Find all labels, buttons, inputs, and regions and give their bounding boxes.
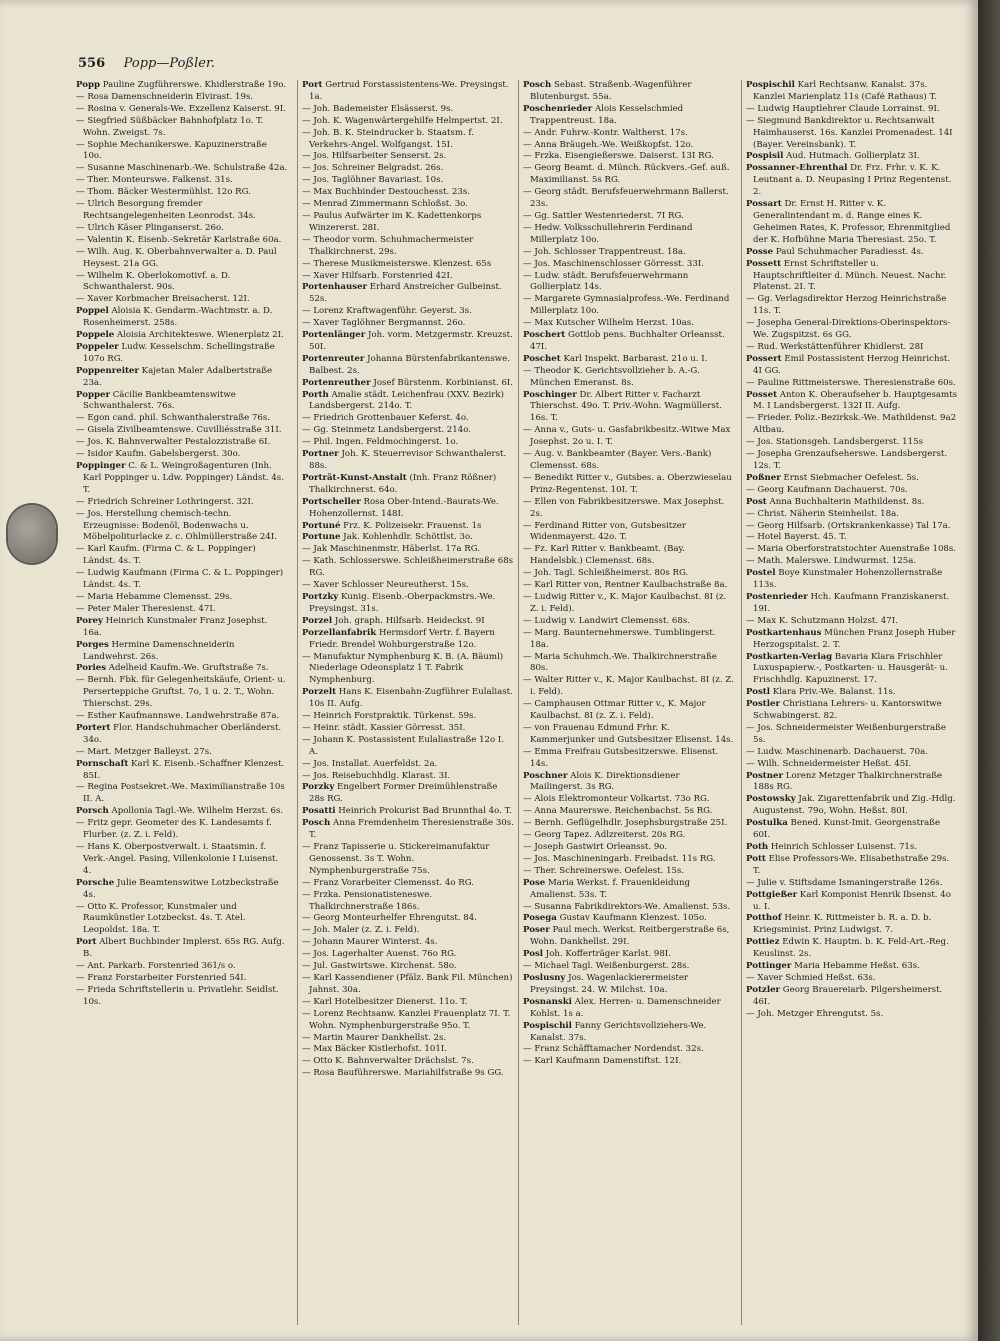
directory-entry: — Bernh. Fbk. für Gelegenheitskäufe, Orient- u. Perserteppiche Gruftst. 7o, 1 u. 2. T., Wohn. Thierschst. 29s. bbox=[76, 675, 286, 710]
directory-entry: — Ellen von Fabrikbesitzerswe. Max Josephst. 2s. bbox=[523, 496, 725, 519]
directory-entry: Portscheller Rosa Ober-Intend.-Baurats-We. Hohenzollernst. 148I. bbox=[302, 496, 499, 519]
directory-entry: — Ludwig v. Landwirt Clemensst. 68s. bbox=[523, 615, 690, 626]
directory-entry: Postenrieder Hch. Kaufmann Franziskanerst. 19I. bbox=[746, 591, 950, 614]
directory-entry: Pospischil Fanny Gerichtsvollziehers-We. Kanalst. 37s. bbox=[523, 1020, 707, 1043]
directory-entry: Posch Anna Fremdenheim Theresienstraße 30s. T. bbox=[302, 818, 514, 841]
directory-entry: — Ther. Monteurswe. Falkenst. 31s. bbox=[76, 175, 233, 186]
directory-entry: — Theodor K. Gerichtsvollzieher b. A.-G. München Emeranst. 8s. bbox=[523, 365, 700, 388]
directory-entry: — Jos. Schneidermeister Weißenburgerstraße 5s. bbox=[746, 722, 946, 745]
directory-entry: Postkartenhaus München Franz Joseph Huber Herzogspitalst. 2. T. bbox=[746, 627, 956, 650]
directory-entry: Porzelt Hans K. Eisenbahn-Zugführer Eulaliast. 10s II. Aufg. bbox=[302, 687, 513, 710]
directory-entry: Portuné Frz. K. Polizeisekr. Frauenst. 1s bbox=[302, 520, 482, 531]
directory-entry: — Ant. Parkarb. Forstenried 361/s o. bbox=[76, 961, 236, 972]
directory-entry: — Rosina v. Generals-We. Exzellenz Kaiserst. 9I. bbox=[76, 103, 286, 114]
directory-entry: Posset Anton K. Oberaufseher b. Hauptgesamts M. I Landsbergerst. 132I II. Aufg. bbox=[746, 389, 958, 412]
directory-entry: — Hedw. Volksschullehrerin Ferdinand Millerplatz 10o. bbox=[523, 222, 693, 245]
directory-entry: — Max K. Schutzmann Holzst. 47I. bbox=[746, 615, 898, 626]
directory-entry: — Esther Kaufmannswe. Landwehrstraße 87a. bbox=[76, 711, 280, 722]
directory-entry: Portenhauser Erhard Anstreicher Gulbeinst. 52s. bbox=[302, 282, 502, 305]
directory-entry: — Isidor Kaufm. Gabelsbergerst. 30o. bbox=[76, 449, 241, 460]
directory-entry: — Joh. Schlosser Trappentreust. 18a. bbox=[523, 246, 686, 257]
page-header bbox=[78, 56, 215, 71]
directory-entry: — Ludw. Maschinenarb. Dachauerst. 70a. bbox=[746, 746, 928, 757]
directory-entry: — Jos. Stationsgeh. Landsbergerst. 115s bbox=[746, 437, 923, 448]
directory-entry: — Math. Malerswe. Lindwurmst. 125a. bbox=[746, 556, 917, 567]
directory-entry: — Ludwig Ritter v., K. Major Kaulbachst. 8I (z. Z. i. Feld). bbox=[523, 591, 727, 614]
directory-entry: Pottiez Edwin K. Hauptm. b. K. Feld-Art.-Reg. Keuslinst. 2s. bbox=[746, 937, 949, 960]
directory-entry: Postulka Bened. Kunst-Imit. Georgenstraße 60I. bbox=[746, 818, 941, 841]
directory-entry: Poslusny Jos. Wagenlackierermeister Preysingst. 24. W. Milchst. 10a. bbox=[523, 972, 689, 995]
directory-entry: — Anna Maurerswe. Reichenbachst. 5s RG. bbox=[523, 806, 713, 817]
directory-entry: — Paulus Aufwärter im K. Kadettenkorps Winzererst. 28I. bbox=[302, 210, 482, 233]
directory-entry: — Kath. Schlosserswe. Schleißheimerstraße 68s RG. bbox=[302, 556, 514, 579]
directory-entry: — Walter Ritter v., K. Major Kaulbachst. 8I (z. Z. i. Feld). bbox=[523, 675, 734, 698]
directory-entry: Possert Emil Postassistent Herzog Heinrichst. 4I GG. bbox=[746, 353, 951, 376]
page-number: 556 bbox=[78, 56, 106, 71]
directory-entry: Poppeler Ludw. Kesselschm. Schellingstraße 107o RG. bbox=[76, 341, 275, 364]
directory-entry: Poppel Aloisia K. Gendarm.-Wachtmstr. a. D. Rosenheimerst. 258s. bbox=[76, 306, 273, 329]
directory-entry: Pornschaft Karl K. Eisenb.-Schaffner Klenzest. 85I. bbox=[76, 758, 285, 781]
directory-entry: Poppele Aloisia Architekteswe. Wienerplatz 2I. bbox=[76, 330, 284, 341]
directory-entry: — Valentin K. Eisenb.-Sekretär Karlstraße 60a. bbox=[76, 234, 282, 245]
directory-entry: Pose Maria Werkst. f. Frauenkleidung Amalienst. 53s. T. bbox=[523, 877, 691, 900]
directory-entry: — Joh. Metzger Ehrengutst. 5s. bbox=[746, 1008, 884, 1019]
directory-entry: Posnanski Alex. Herren- u. Damenschneider Kohlst. 1s a. bbox=[523, 996, 721, 1019]
directory-entry: Postl Klara Priv.-We. Balanst. 11s. bbox=[746, 687, 896, 698]
directory-entry: — Gg. Verlagsdirektor Herzog Heinrichstraße 11s. T. bbox=[746, 294, 947, 317]
column-1 bbox=[76, 80, 288, 1330]
directory-entry: Post Anna Buchhalterin Mathildenst. 8s. bbox=[746, 496, 925, 507]
directory-entry: — Theodor vorm. Schuhmachermeister Thalkirchnerst. 29s. bbox=[302, 234, 474, 257]
directory-entry: — Fz. Karl Ritter v. Bankbeamt. (Bay. Handelsbk.) Clemensst. 68s. bbox=[523, 544, 685, 567]
directory-entry: — Heinrich Forstpraktik. Türkenst. 59s. bbox=[302, 711, 477, 722]
directory-entry: — Georg Monteurhelfer Ehrengutst. 84. bbox=[302, 913, 477, 924]
directory-entry: — Gg. Steinmetz Landsbergerst. 214o. bbox=[302, 425, 471, 436]
directory-entry: — Christ. Näherin Steinheilst. 18a. bbox=[746, 508, 899, 519]
directory-entry: Possett Ernst Schriftsteller u. Hauptschriftleiter d. Münch. Neuest. Nachr. Platenst. 2I. T. bbox=[746, 258, 947, 293]
binding-tab bbox=[8, 505, 56, 563]
directory-entry: Poser Paul mech. Werkst. Reitbergerstraße 6s, Wohn. Dankhellst. 29I. bbox=[523, 925, 730, 948]
directory-entry: — Georg Beamt. d. Münch. Rückvers.-Gef. auß. Maximilianst. 5s RG. bbox=[523, 163, 730, 186]
directory-entry: — Alois Elektromonteur Volkartst. 73o RG. bbox=[523, 794, 710, 805]
directory-entry: — Siegmund Bankdirektor u. Rechtsanwalt Haimhauserst. 16s. Kanzlei Promenadest. 14I (Bayer. Vereinsbank). T. bbox=[746, 115, 953, 150]
directory-entry: — Jos. Reisebuchhdlg. Klarast. 3I. bbox=[302, 770, 451, 781]
directory-entry: — Max Bäcker Kistlerhofst. 101I. bbox=[302, 1044, 447, 1055]
directory-entry: — Jos. Lagerhalter Auenst. 76o RG. bbox=[302, 949, 457, 960]
directory-entry: Portert Flor. Handschuhmacher Oberländerst. 34o. bbox=[76, 722, 282, 745]
directory-entry: — Ludwig Hauptlehrer Claude Lorrainst. 9I. bbox=[746, 103, 940, 114]
directory-entry: Portune Jak. Kohlenhdlr. Schöttlst. 3o. bbox=[302, 532, 473, 543]
directory-entry: Porth Amalie städt. Leichenfrau (XXV. Bezirk) Landsbergerst. 214o. T. bbox=[302, 389, 504, 412]
column-divider bbox=[741, 80, 742, 1325]
directory-entry: Pottinger Maria Hebamme Heßst. 63s. bbox=[746, 961, 920, 972]
directory-entry: — Margarete Gymnasialprofess.-We. Ferdinand Millerplatz 10o. bbox=[523, 294, 730, 317]
directory-entry: Pospisil Aud. Hutmach. Gollierplatz 3I. bbox=[746, 151, 920, 162]
directory-entry: — Susanna Fabrikdirektors-We. Amalienst. 53s. bbox=[523, 901, 731, 912]
directory-entry: — Otto K. Professor, Kunstmaler und Raumkünstler Lotzbeckst. 4s. T. Atel. Leopoldst. 18a. T. bbox=[76, 901, 246, 936]
directory-entry: — Jos. Taglöhner Bavariast. 10s. bbox=[302, 175, 444, 186]
directory-entry: — Friedrich Schreiner Lothringerst. 32I. bbox=[76, 496, 254, 507]
directory-entry: Porges Hermine Damenschneiderin Landwehrst. 26s. bbox=[76, 639, 235, 662]
directory-entry: — Max Kutscher Wilhelm Herzst. 10as. bbox=[523, 318, 694, 329]
directory-entry: — Ther. Schreinerswe. Oefelest. 15s. bbox=[523, 865, 685, 876]
directory-entry: — Maria Oberforstratstochter Auenstraße 108s. bbox=[746, 544, 957, 555]
directory-entry: — Lorenz Rechtsanw. Kanzlei Frauenplatz 7I. T. Wohn. Nymphenburgerstraße 95o. T. bbox=[302, 1008, 511, 1031]
directory-entry: — Julie v. Stiftsdame Ismaningerstraße 126s. bbox=[746, 877, 943, 888]
directory-entry: Potthof Heinr. K. Rittmeister b. R. a. D. b. Kriegsminist. Prinz Ludwigst. 7. bbox=[746, 913, 932, 936]
directory-entry: Porträt-Kunst-Anstalt (Inh. Franz Rößner) Thalkirchnerst. 64o. bbox=[302, 472, 497, 495]
directory-entry: Poth Heinrich Schlosser Luisenst. 71s. bbox=[746, 842, 918, 852]
directory-entry: — Michael Tagl. Weißenburgerst. 28s. bbox=[523, 961, 690, 972]
directory-entry: Postel Boye Kunstmaler Hohenzollernstraße 113s. bbox=[746, 568, 943, 591]
directory-entry: — Therese Musikmeisterswe. Klenzest. 65s bbox=[302, 258, 492, 269]
directory-entry: — Pauline Rittmeisterswe. Theresienstraße 60s. bbox=[746, 377, 956, 388]
directory-entry: — Xaver Taglöhner Bergmannst. 26o. bbox=[302, 318, 466, 329]
directory-entry: Pospischil Karl Rechtsanw. Kanalst. 37s. Kanzlei Marienplatz 11s (Café Rathaus) T. bbox=[746, 80, 937, 102]
directory-entry: Porsch Apollonia Tagl.-We. Wilhelm Herzst. 6s. bbox=[76, 806, 284, 817]
directory-entry: — Frieda Schriftstellerin u. Privatlehr. Seidlst. 10s. bbox=[76, 984, 279, 1007]
directory-entry: Postner Lorenz Metzger Thalkirchnerstraße 188s RG. bbox=[746, 770, 943, 793]
directory-entry: Poßner Ernst Siebmacher Oefelest. 5s. bbox=[746, 472, 919, 483]
directory-entry: — Fritz gepr. Geometer des K. Landesamts f. Flurber. (z. Z. i. Feld). bbox=[76, 818, 272, 841]
directory-entry: — Lorenz Kraftwagenführ. Geyerst. 3s. bbox=[302, 306, 472, 317]
directory-entry: — Franz Tapisserie u. Stickereimanufaktur Genossenst. 3s T. Wohn. Nymphenburgerstraße 75s. bbox=[302, 842, 490, 876]
directory-entry: — Ludw. städt. Berufsfeuerwehrmann Gollierplatz 14s. bbox=[523, 270, 689, 293]
directory-entry: Postowsky Jak. Zigarettenfabrik und Zig.-Hdlg. Augustenst. 79o, Wohn. Heßst. 80I. bbox=[746, 794, 956, 817]
directory-entry: — Jos. Maschineningarb. Freibadst. 11s RG. bbox=[523, 853, 716, 864]
directory-entry: Poschner Alois K. Direktionsdiener Mailingerst. 3s RG. bbox=[523, 770, 680, 793]
directory-entry: — Karl Kaufmann Damenstiftst. 12I. bbox=[523, 1056, 682, 1067]
directory-entry: — Martin Maurer Dankhellst. 2s. bbox=[302, 1032, 447, 1043]
directory-entry: — Gisela Zivilbeamtenswe. Cuvilliésstraße 31I. bbox=[76, 425, 282, 436]
directory-entry: Poschert Gottlob pens. Buchhalter Orleansst. 47I. bbox=[523, 330, 725, 352]
directory-entry: — Johann Maurer Winterst. 4s. bbox=[302, 937, 438, 948]
column-divider bbox=[297, 80, 298, 1325]
directory-entry: — Joh. B. K. Steindrucker b. Staatsm. f. Verkehrs-Angel. Wolfgangst. 15I. bbox=[302, 127, 475, 150]
directory-entry: — Rud. Werkstättenführer Khidlerst. 28I bbox=[746, 341, 924, 352]
directory-entry: Porzel Joh. graph. Hilfsarb. Heideckst. 9I bbox=[302, 615, 485, 626]
directory-entry: Porey Heinrich Kunstmaler Franz Josephst. 16a. bbox=[76, 615, 268, 638]
directory-entry: Posega Gustav Kaufmann Klenzest. 105o. bbox=[523, 913, 707, 924]
directory-entry: Posl Joh. Kofferträger Karlst. 98I. bbox=[523, 949, 671, 960]
directory-entry: — Hans K. Oberpostverwalt. i. Staatsmin. f. Verk.-Angel. Pasing, Villenkolonie I Luisenst. 4. bbox=[76, 842, 279, 876]
directory-entry: — Jak Maschinenmstr. Häberlst. 17a RG. bbox=[302, 544, 480, 555]
directory-entry: — Josepha Grenzaufseherswe. Landsbergerst. 12s. T. bbox=[746, 449, 948, 471]
directory-entry: — Franz Forstarbeiter Forstenried 54I. bbox=[76, 972, 247, 983]
directory-entry: — Karl Ritter von, Rentner Kaulbachstraße 8a. bbox=[523, 580, 728, 591]
directory-entry: Portenreuther Josef Bürstenm. Korbinianst. 6I. bbox=[302, 377, 514, 388]
directory-entry: — Max Buchbinder Destouchesst. 23s. bbox=[302, 187, 471, 198]
directory-entry: — Phil. Ingen. Feldmochingerst. 1o. bbox=[302, 437, 459, 448]
directory-entry: — Georg Kaufmann Dachauerst. 70s. bbox=[746, 484, 908, 495]
directory-entry: Portzky Kunig. Eisenb.-Oberpackmstrs.-We. Preysingst. 31s. bbox=[302, 591, 496, 614]
directory-entry: — Maria Schuhmch.-We. Thalkirchnerstraße 80s. bbox=[523, 651, 717, 674]
directory-entry: — Anna v., Guts- u. Gasfabrikbesitz.-Witwe Max Josephst. 2o u. I. T. bbox=[523, 425, 731, 448]
directory-entry: — Andr. Fuhrw.-Kontr. Waltherst. 17s. bbox=[523, 127, 688, 138]
directory-entry: — Karl Kassendiener (Pfälz. Bank Fil. München) Jahnst. 30a. bbox=[302, 972, 513, 995]
directory-entry: Poschinger Dr. Albert Ritter v. Facharzt Thierschst. 49o. T. Priv.-Wohn. Wagmüllerst. 16s. T. bbox=[523, 389, 722, 424]
directory-entry: — Peter Maler Theresienst. 47I. bbox=[76, 603, 216, 614]
directory-entry: — Johann K. Postassistent Eulaliastraße 12o I. A. bbox=[302, 734, 505, 757]
directory-entry: — Franz Schäfftamacher Nordendst. 32s. bbox=[523, 1044, 704, 1055]
directory-entry: — Rosa Bauführerswe. Mariahilfstraße 9s GG. bbox=[302, 1068, 504, 1079]
book-spine-edge bbox=[978, 0, 1000, 1341]
directory-entry: — Franz Vorarbeiter Clemensst. 4o RG. bbox=[302, 877, 475, 888]
directory-entry: — Joh. Bademeister Elsässerst. 9s. bbox=[302, 103, 454, 114]
directory-entry: — Frzka. Pensionatisteneswe. Thalkirchnerstraße 186s. bbox=[302, 889, 433, 912]
directory-entry: — Egon cand. phil. Schwanthalerstraße 76s. bbox=[76, 413, 271, 424]
directory-entry: — Susanne Maschinenarb.-We. Schulstraße 42a. bbox=[76, 163, 288, 174]
directory-entry: — Wilh. Aug. K. Oberbahnverwalter a. D. Paul Heysest. 21a GG. bbox=[76, 246, 277, 269]
directory-entry: — Sophie Mechanikerswe. Kapuzinerstraße 10o. bbox=[76, 139, 267, 162]
directory-entry: Portenreuter Johanna Bürstenfabrikantenswe. Balbest. 2s. bbox=[302, 353, 510, 376]
directory-entry: Poppenreiter Kajetan Maler Adalbertstraße 23a. bbox=[76, 365, 273, 388]
directory-entry: — Joh. K. Wagenwärtergehilfe Helmpertst. 2I. bbox=[302, 115, 503, 126]
directory-entry: — Gg. Sattler Westenriederst. 7I RG. bbox=[523, 210, 684, 221]
directory-entry: — Georg Hilfsarb. (Ortskrankenkasse) Tal 17a. bbox=[746, 520, 951, 531]
directory-entry: Posch Sebast. Straßenb.-Wagenführer Blutenburgst. 55a. bbox=[523, 80, 692, 102]
directory-entry: — Benedikt Ritter v., Gutsbes. a. Oberzwieselau Prinz-Regentenst. 10I. T. bbox=[523, 472, 732, 495]
directory-entry: Postler Christiana Lehrers- u. Kantorswitwe Schwabingerst. 82. bbox=[746, 699, 942, 722]
directory-entry: — Frieder. Poliz.-Bezirksk.-We. Mathildenst. 9a2 Altbau. bbox=[746, 413, 957, 436]
directory-entry: — Regina Postsekret.-We. Maximilianstraße 10s II. A. bbox=[76, 782, 285, 805]
directory-entry: — Menrad Zimmermann Schloßst. 3o. bbox=[302, 199, 468, 210]
directory-entry: — Bernh. Geflügelhdlr. Josephsburgstraße 25I. bbox=[523, 818, 728, 829]
directory-entry: — Joh. Maler (z. Z. i. Feld). bbox=[302, 925, 420, 936]
directory-entry: — Josepha General-Direktions-Oberinspektors-We. Zugspitzst. 6s GG. bbox=[746, 318, 951, 341]
directory-entry: — Xaver Schlosser Neureutherst. 15s. bbox=[302, 580, 469, 591]
directory-entry: — Heinr. städt. Kassier Görresst. 35I. bbox=[302, 722, 466, 733]
directory-entry: Porsche Julie Beamtenswitwe Lotzbeckstraße 4s. bbox=[76, 877, 279, 900]
directory-entry: Postkarten-Verlag Bavaria Klara Frischhler Luxuspapierw.-, Postkarten- u. Hausgerät- u. Frischhdlg. Kapuzinerst. 17. bbox=[746, 651, 948, 686]
directory-entry: Pottgießer Karl Komponist Henrik Ibsenst. 4o u. I. bbox=[746, 889, 951, 912]
directory-entry: — Xaver Schmied Heßst. 63s. bbox=[746, 972, 876, 983]
directory-entry: — Hotel Bayerst. 45. T. bbox=[746, 532, 847, 543]
directory-entry: — Xaver Hilfsarb. Forstenried 42I. bbox=[302, 270, 453, 281]
page-title: Popp—Poßler. bbox=[123, 56, 215, 71]
directory-entry: — Anna Bräugeh.-We. Weißkopfst. 12o. bbox=[523, 139, 694, 150]
directory-entry: — Otto K. Bahnverwalter Drächslst. 7s. bbox=[302, 1056, 474, 1067]
directory-entry: — Mart. Metzger Balleyst. 27s. bbox=[76, 746, 212, 757]
directory-entry: — Manufaktur Nymphenburg K. B. (A. Bäuml) Niederlage Odeonsplatz 1 T. Fabrik Nymphenburg. bbox=[302, 651, 504, 686]
directory-entry: Porzellanfabrik Hermsdorf Vertr. f. Bayern Friedr. Brendel Wohburgerstraße 12o. bbox=[302, 627, 495, 650]
directory-entry: Port Albert Buchbinder Implerst. 65s RG. Aufg. B. bbox=[76, 937, 285, 960]
directory-entry: Popp Pauline Zugführerswe. Khidlerstraße 19o. bbox=[76, 80, 286, 90]
directory-entry: — Camphausen Ottmar Ritter v., K. Major Kaulbachst. 8I (z. Z. i. Feld). bbox=[523, 699, 706, 722]
directory-entry: — Aug. v. Bankbeamter (Bayer. Vers.-Bank) Clemensst. 68s. bbox=[523, 449, 712, 471]
directory-entry: Port Gertrud Forstassistentens-We. Preysingst. 1a. bbox=[302, 80, 509, 102]
directory-entry: — Jos. K. Bahnverwalter Pestalozzistraße 6I. bbox=[76, 437, 271, 448]
column-2 bbox=[302, 80, 514, 1330]
directory-entry: — Maria Hebamme Clemensst. 29s. bbox=[76, 591, 233, 602]
directory-entry: — Ludwig Kaufmann (Firma C. & L. Poppinger) Ländst. 4s. T. bbox=[76, 568, 284, 591]
directory-entry: — Jul. Gastwirtswe. Kirchenst. 58o. bbox=[302, 961, 457, 972]
directory-entry: — Jos. Installat. Auerfeldst. 2a. bbox=[302, 758, 438, 769]
column-4 bbox=[746, 80, 958, 1330]
directory-entry: — Xaver Korbmacher Breisacherst. 12I. bbox=[76, 294, 250, 305]
directory-entry: — Joseph Gastwirt Orleansst. 9o. bbox=[523, 842, 668, 852]
directory-entry: Popper Cäcilie Bankbeamtenswitwe Schwanthalerst. 76s. bbox=[76, 389, 236, 412]
directory-entry: Porzky Engelbert Former Dreimühlenstraße 28s RG. bbox=[302, 782, 498, 805]
directory-entry: Pories Adelheid Kaufm.-We. Gruftstraße 7s. bbox=[76, 663, 269, 674]
directory-entry: — Ulrich Käser Plinganserst. 26o. bbox=[76, 222, 224, 233]
directory-entry: Potzler Georg Brauereiarb. Pilgersheimerst. 46I. bbox=[746, 984, 943, 1007]
directory-entry: Posse Paul Schuhmacher Paradiesst. 4s. bbox=[746, 246, 924, 257]
directory-entry: — Rosa Damenschneiderin Elvirast. 19s. bbox=[76, 91, 254, 102]
directory-entry: — Joh. Tagl. Schleißheimerst. 80s RG. bbox=[523, 568, 689, 579]
directory-entry: — Ulrich Besorgung fremder Rechtsangelegenheiten Leonrodst. 34s. bbox=[76, 199, 256, 221]
directory-entry: Portner Joh. K. Steuerrevisor Schwanthalerst. 88s. bbox=[302, 449, 507, 471]
directory-entry: — Emma Freifrau Gutsbesitzerswe. Elisenst. 14s. bbox=[523, 746, 719, 769]
directory-entry: — Siegfried Süßbäcker Bahnhofplatz 1o. T. Wohn. Zweigst. 7s. bbox=[76, 115, 264, 138]
directory-entry: Posatti Heinrich Prokurist Bad Brunnthal 4o. T. bbox=[302, 806, 512, 817]
column-divider bbox=[518, 80, 519, 1325]
directory-entry: — von Frauenau Edmund Frhr. K. Kammerjunker und Gutsbesitzer Elisenst. 14s. bbox=[523, 722, 734, 745]
directory-entry: — Georg städt. Berufsfeuerwehrmann Ballerst. 23s. bbox=[523, 187, 729, 210]
directory-entry: Poppinger C. & L. Weingroßagenturen (Inh. Karl Poppinger u. Ldw. Poppinger) Ländst. 4s. T. bbox=[76, 461, 284, 495]
directory-entry: — Jos. Herstellung chemisch-techn. Erzeugnisse: Bodenöl, Bodenwachs u. Möbelpoliturlacke z. c. Ohlmüllerstraße 24I. bbox=[76, 508, 277, 543]
directory-entry: — Georg Tapez. Adlzreiterst. 20s RG. bbox=[523, 830, 686, 841]
directory-entry: Poschet Karl Inspekt. Barbarast. 21o u. I. bbox=[523, 353, 708, 364]
directory-entry: — Thom. Bäcker Westermühlst. 12o RG. bbox=[76, 187, 251, 198]
directory-entry: — Jos. Hilfsarbeiter Senserst. 2s. bbox=[302, 151, 447, 162]
directory-entry: — Marg. Baunternehmerswe. Tumblingerst. 18a. bbox=[523, 627, 716, 650]
directory-entry: — Jos. Schreiner Belgradst. 26s. bbox=[302, 163, 444, 174]
directory-entry: — Karl Kaufm. (Firma C. & L. Poppinger) Ländst. 4s. T. bbox=[76, 544, 256, 567]
directory-entry: — Jos. Maschinenschlosser Görresst. 33I. bbox=[523, 258, 704, 269]
directory-entry: — Karl Hotelbesitzer Dienerst. 11o. T. bbox=[302, 996, 468, 1007]
directory-entry: Possart Dr. Ernst H. Ritter v. K. Generalintendant m. d. Range eines K. Geheimen Rates, K. Professor, Ehrenmitglied der K. Hofbühne Maria Theresiast. 25o. T. bbox=[746, 199, 951, 245]
directory-entry: Poschenrieder Alois Kesselschmied Trappentreust. 18a. bbox=[523, 103, 684, 126]
directory-entry: — Frzka. Eisengießerswe. Daiserst. 13I RG. bbox=[523, 151, 714, 162]
directory-entry: — Friedrich Grottenbauer Keferst. 4o. bbox=[302, 413, 469, 424]
directory-entry: Possanner-Ehrenthal Dr. Frz. Frhr. v. K. K. Leutnant a. D. Neupasing I Prinz Regentenst. 2. bbox=[746, 163, 952, 198]
directory-columns bbox=[76, 80, 966, 1330]
directory-entry: Pott Elise Professors-We. Elisabethstraße 29s. T. bbox=[746, 853, 950, 876]
directory-entry: — Wilh. Schneidermeister Heßst. 45I. bbox=[746, 758, 912, 769]
column-3 bbox=[523, 80, 735, 1330]
directory-entry: Portenlänger Joh. vorm. Metzgermstr. Kreuzst. 50I. bbox=[302, 330, 513, 352]
directory-entry: — Ferdinand Ritter von, Gutsbesitzer Widenmayerst. 42o. T. bbox=[523, 520, 686, 543]
directory-entry: — Wilhelm K. Oberlokomotivf. a. D. Schwanthalerst. 90s. bbox=[76, 270, 231, 293]
